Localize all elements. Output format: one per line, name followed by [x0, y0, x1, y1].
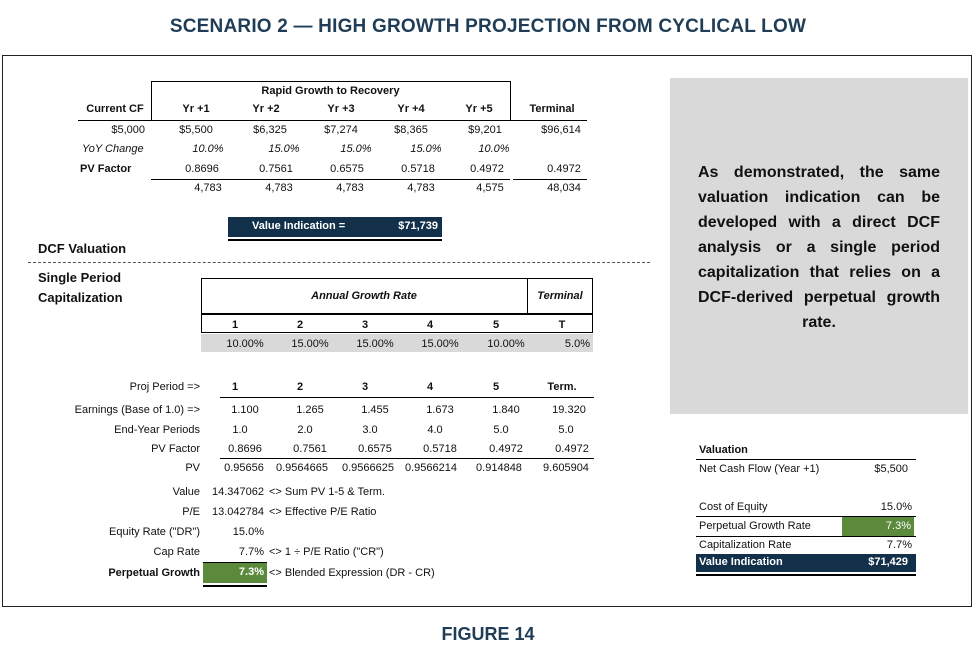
- period-1: 1: [231, 319, 239, 331]
- perpetual-growth-value: 7.3%: [238, 566, 264, 578]
- row-label: PV: [185, 462, 200, 474]
- rate-3: 15.00%: [356, 338, 394, 350]
- rate-2: 15.00%: [291, 338, 329, 350]
- summary-label: P/E: [182, 506, 200, 518]
- pv-factor-label: PV Factor: [80, 163, 132, 175]
- yoy-yr5: 10.0%: [478, 143, 510, 155]
- header-yr5: Yr +5: [465, 103, 493, 115]
- pvf-yr1: 0.8696: [185, 163, 219, 175]
- period-3: 3: [361, 319, 369, 331]
- single-period-cap-label: Single Period Capitalization: [38, 270, 123, 305]
- cell: 0.95656: [224, 462, 264, 474]
- cf-yr1: $5,500: [179, 124, 213, 136]
- perpetual-growth-label: Perpetual Growth: [108, 567, 200, 579]
- coe-value: 15.0%: [880, 501, 912, 513]
- perpetual-growth-note: <> Blended Expression (DR - CR): [269, 567, 435, 579]
- rate-t: 5.0%: [564, 338, 590, 350]
- value-indication-box: [228, 217, 442, 237]
- cell: 4: [426, 381, 434, 393]
- pgr-value: 7.3%: [885, 520, 911, 532]
- summary-note: <> Sum PV 1-5 & Term.: [269, 486, 385, 498]
- cf-yr2: $6,325: [253, 124, 287, 136]
- pvf-yr3: 0.6575: [330, 163, 364, 175]
- cell: 2: [296, 381, 304, 393]
- cell: 0.5718: [423, 443, 457, 455]
- pv-terminal: 48,034: [547, 182, 581, 194]
- summary-value: 15.0%: [232, 526, 264, 538]
- summary-value: 7.7%: [238, 546, 264, 558]
- vi-value: $71,429: [868, 556, 908, 568]
- pvf-yr5: 0.4972: [470, 163, 504, 175]
- cf-current: $5,000: [111, 124, 145, 136]
- header-yr3: Yr +3: [327, 103, 355, 115]
- perpetual-growth-highlight: [203, 563, 267, 583]
- cell: 5.0: [493, 424, 509, 436]
- cell: 0.9566214: [405, 462, 457, 474]
- pv-yr3: 4,783: [336, 182, 364, 194]
- rate-1: 10.00%: [226, 338, 264, 350]
- row-label: Earnings (Base of 1.0) =>: [74, 404, 200, 416]
- cell: 5: [492, 381, 500, 393]
- cell: 0.7561: [293, 443, 327, 455]
- cell: 0.4972: [555, 443, 589, 455]
- pvf-yr4: 0.5718: [401, 163, 435, 175]
- pgr-highlight: [842, 517, 914, 536]
- row-label: Proj Period =>: [129, 381, 200, 393]
- row-label: End-Year Periods: [114, 424, 200, 436]
- summary-value: 13.042784: [212, 506, 264, 518]
- cap-rate-label: Capitalization Rate: [699, 539, 792, 551]
- summary-note: <> 1 ÷ P/E Ratio ("CR"): [269, 546, 384, 558]
- cell: 0.6575: [358, 443, 392, 455]
- period-t: T: [558, 319, 566, 331]
- yoy-yr4: 15.0%: [410, 143, 442, 155]
- pv-yr2: 4,783: [265, 182, 293, 194]
- cell: 1.100: [231, 404, 259, 416]
- value-indication-bar: [696, 554, 916, 572]
- cf-yr5: $9,201: [468, 124, 502, 136]
- ncf-value: $5,500: [874, 463, 908, 475]
- pv-yr5: 4,575: [476, 182, 504, 194]
- pvf-yr2: 0.7561: [259, 163, 293, 175]
- rate-4: 15.00%: [421, 338, 459, 350]
- cf-yr4: $8,365: [394, 124, 428, 136]
- vi-label: Value Indication: [699, 556, 783, 568]
- annual-growth-header: Annual Growth Rate: [311, 290, 417, 302]
- cf-yr3: $7,274: [324, 124, 358, 136]
- cell: 1.455: [361, 404, 389, 416]
- value-indication-label: Value Indication =: [252, 220, 346, 232]
- dcf-valuation-label: DCF Valuation: [38, 241, 127, 256]
- cell: 3.0: [362, 424, 378, 436]
- yoy-yr3: 15.0%: [340, 143, 372, 155]
- cell: Term.: [547, 381, 577, 393]
- group-header: Rapid Growth to Recovery: [261, 85, 400, 97]
- pgr-label: Perpetual Growth Rate: [699, 520, 811, 532]
- valuation-header: Valuation: [699, 444, 748, 456]
- pv-yr1: 4,783: [194, 182, 222, 194]
- cell: 19.320: [552, 404, 586, 416]
- summary-label: Value: [172, 486, 200, 498]
- cell: 0.9564665: [276, 462, 328, 474]
- header-yr4: Yr +4: [397, 103, 425, 115]
- page-title: SCENARIO 2 — HIGH GROWTH PROJECTION FROM CYCLICAL LOW: [169, 16, 807, 37]
- section-divider: [28, 262, 650, 263]
- yoy-yr2: 15.0%: [268, 143, 300, 155]
- summary-label: Cap Rate: [153, 546, 200, 558]
- cell: 0.9566625: [342, 462, 394, 474]
- cell: 1.673: [426, 404, 454, 416]
- pv-yr4: 4,783: [407, 182, 435, 194]
- cell: 5.0: [558, 424, 574, 436]
- period-4: 4: [426, 319, 434, 331]
- summary-value: 14.347062: [212, 486, 264, 498]
- rate-5: 10.00%: [487, 338, 525, 350]
- coe-label: Cost of Equity: [699, 501, 768, 513]
- header-yr2: Yr +2: [252, 103, 280, 115]
- cell: 3: [361, 381, 369, 393]
- pvf-terminal: 0.4972: [547, 163, 581, 175]
- value-indication-value: $71,739: [398, 220, 438, 232]
- cell: 9.605904: [543, 462, 589, 474]
- cell: 1.265: [296, 404, 324, 416]
- cell: 0.4972: [489, 443, 523, 455]
- cell: 0.8696: [228, 443, 262, 455]
- header-terminal: Terminal: [529, 103, 575, 115]
- cell: 0.914848: [476, 462, 522, 474]
- explanation-text: As demonstrated, the same valuation indication can be developed with a direct DCF analysis or a single period capitalization that relies on a DCF-derived perpetual growth rate.: [698, 164, 940, 331]
- figure-caption: FIGURE 14: [441, 624, 535, 644]
- row-label: PV Factor: [151, 443, 200, 455]
- yoy-yr1: 10.0%: [192, 143, 224, 155]
- summary-note: <> Effective P/E Ratio: [269, 506, 377, 518]
- header-yr1: Yr +1: [182, 103, 210, 115]
- cell: 1.0: [232, 424, 248, 436]
- yoy-label: YoY Change: [82, 143, 144, 155]
- explanation-panel: [670, 78, 968, 414]
- cf-terminal: $96,614: [541, 124, 581, 136]
- header-current-cf: Current CF: [86, 103, 144, 115]
- cell: 1: [231, 381, 239, 393]
- period-2: 2: [296, 319, 304, 331]
- period-5: 5: [492, 319, 500, 331]
- terminal-growth-header: Terminal: [537, 290, 583, 302]
- summary-label: Equity Rate ("DR"): [109, 526, 200, 538]
- cell: 4.0: [427, 424, 443, 436]
- cap-rate-value: 7.7%: [886, 539, 912, 551]
- cell: 1.840: [492, 404, 520, 416]
- cell: 2.0: [297, 424, 313, 436]
- ncf-label: Net Cash Flow (Year +1): [699, 463, 820, 475]
